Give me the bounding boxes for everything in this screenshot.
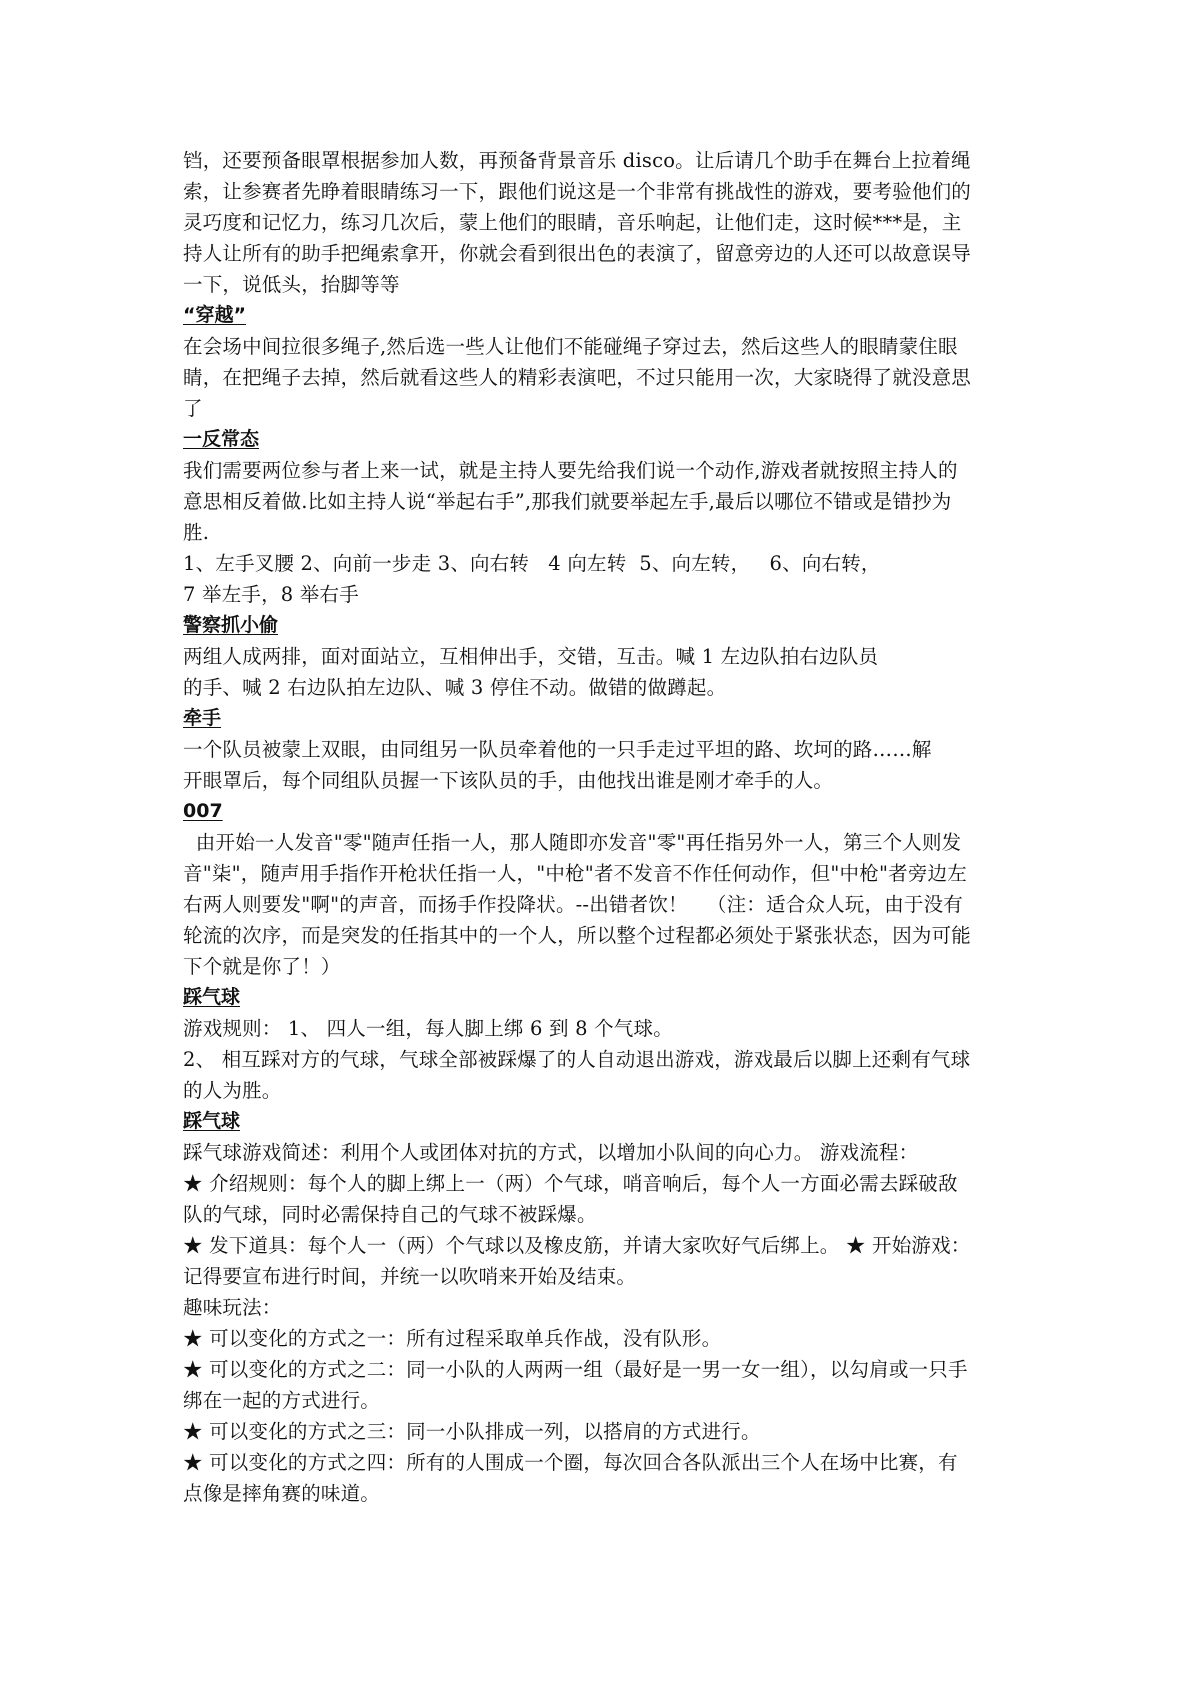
- section-caiqiqiu-1: [183, 982, 1033, 1106]
- text-line: 意思相反着做.比如主持人说“举起右手”,那我们就要举起左手,最后以哪位不错或是错抄为: [183, 490, 952, 513]
- text-line: 在会场中间拉很多绳子,然后选一些人让他们不能碰绳子穿过去，然后这些人的眼睛蒙住眼: [183, 335, 958, 358]
- section-jingchazhuaxiaotou: [183, 610, 1033, 703]
- section-title: 牵手: [183, 707, 222, 729]
- text-line: 7 举左手，8 举右手: [183, 583, 359, 606]
- text-line: 一下，说低头，抬脚等等: [183, 273, 400, 296]
- section-007: [183, 796, 1033, 982]
- text-line: 游戏规则： 1、 四人一组，每人脚上绑 6 到 8 个气球。: [183, 1017, 673, 1040]
- section-title: 警察抓小偷: [183, 614, 279, 636]
- text-line: ★ 可以变化的方式之一：所有过程采取单兵作战，没有队形。: [183, 1327, 722, 1350]
- section-heading: [183, 300, 1033, 331]
- text-line: 下个就是你了！）: [183, 955, 341, 978]
- text-line: 轮流的次序，而是突发的任指其中的一个人，所以整个过程都必须处于紧张状态，因为可能: [183, 924, 972, 947]
- section-title: 一反常态: [183, 428, 260, 450]
- section-heading: [183, 1106, 1033, 1137]
- text-line: 队的气球，同时必需保持自己的气球不被踩爆。: [183, 1203, 597, 1226]
- section-title: 踩气球: [183, 986, 241, 1008]
- section-title: 踩气球: [183, 1110, 241, 1132]
- section-qianshou: [183, 703, 1033, 796]
- section-yifanchangtai: [183, 424, 1033, 610]
- text-line: 趣味玩法：: [183, 1296, 282, 1319]
- text-line: 我们需要两位参与者上来一试，就是主持人要先给我们说一个动作,游戏者就按照主持人的: [183, 459, 958, 482]
- text-line: 灵巧度和记忆力，练习几次后，蒙上他们的眼睛，音乐响起，让他们走，这时候***是，主: [183, 211, 962, 234]
- section-heading: [183, 982, 1033, 1013]
- text-line: 绑在一起的方式进行。: [183, 1389, 381, 1412]
- text-line: 胜.: [183, 521, 210, 544]
- text-line: 由开始一人发音"零"随声任指一人，那人随即亦发音"零"再任指另外一人，第三个人则发: [183, 831, 962, 854]
- text-line: 右两人则要发"啊"的声音，而扬手作投降状。--出错者饮！ （注：适合众人玩，由于没有: [183, 893, 964, 916]
- section-heading: [183, 610, 1033, 641]
- text-line: ★ 可以变化的方式之三：同一小队排成一列，以搭肩的方式进行。: [183, 1420, 761, 1443]
- text-line: ★ 可以变化的方式之二：同一小队的人两两一组（最好是一男一女一组），以勾肩或一只手: [183, 1358, 968, 1381]
- document-page: [183, 145, 1033, 1509]
- text-line: 开眼罩后，每个同组队员握一下该队员的手，由他找出谁是刚才牵手的人。: [183, 769, 834, 792]
- section-chuanyue: [183, 300, 1033, 424]
- text-line: 的手、喊 2 右边队拍左边队、喊 3 停住不动。做错的做蹲起。: [183, 676, 727, 699]
- text-line: 铛，还要预备眼罩根据参加人数，再预备背景音乐 disco。让后请几个助手在舞台上拉着绳: [183, 149, 971, 172]
- text-line: 2、 相互踩对方的气球，气球全部被踩爆了的人自动退出游戏，游戏最后以脚上还剩有气球: [183, 1048, 971, 1071]
- section-title: “穿越”: [183, 304, 246, 326]
- text-line: ★ 发下道具：每个人一（两）个气球以及橡皮筋，并请大家吹好气后绑上。 ★ 开始游戏：: [183, 1234, 971, 1257]
- text-line: 睛，在把绳子去掉，然后就看这些人的精彩表演吧，不过只能用一次，大家晓得了就没意思: [183, 366, 972, 389]
- text-line: 一个队员被蒙上双眼，由同组另一队员牵着他的一只手走过平坦的路、坎坷的路……解: [183, 738, 932, 761]
- text-line: 点像是摔角赛的味道。: [183, 1482, 381, 1505]
- text-line: 1、左手叉腰 2、向前一步走 3、向右转 4 向左转 5、向左转， 6、向右转，: [183, 552, 881, 575]
- text-line: 索，让参赛者先睁着眼睛练习一下，跟他们说这是一个非常有挑战性的游戏，要考验他们的: [183, 180, 972, 203]
- section-title: 007: [183, 800, 223, 822]
- text-line: 音"柒"，随声用手指作开枪状任指一人，"中枪"者不发音不作任何动作，但"中枪"者旁边左: [183, 862, 967, 885]
- text-line: 两组人成两排，面对面站立，互相伸出手，交错，互击。喊 1 左边队拍右边队员: [183, 645, 879, 668]
- section-heading: [183, 424, 1033, 455]
- section-caiqiqiu-2: [183, 1106, 1033, 1509]
- text-line: 记得要宣布进行时间，并统一以吹哨来开始及结束。: [183, 1265, 637, 1288]
- text-line: 踩气球游戏简述：利用个人或团体对抗的方式，以增加小队间的向心力。 游戏流程：: [183, 1141, 919, 1164]
- text-line: ★ 可以变化的方式之四：所有的人围成一个圈，每次回合各队派出三个人在场中比赛，有: [183, 1451, 958, 1474]
- text-line: 持人让所有的助手把绳索拿开，你就会看到很出色的表演了，留意旁边的人还可以故意误导: [183, 242, 972, 265]
- section-heading: [183, 796, 1033, 827]
- text-line: 的人为胜。: [183, 1079, 282, 1102]
- text-line: ★ 介绍规则：每个人的脚上绑上一（两）个气球，哨音响后，每个人一方面必需去踩破敌: [183, 1172, 958, 1195]
- section-heading: [183, 703, 1033, 734]
- intro-paragraph: [183, 145, 1033, 300]
- text-line: 了: [183, 397, 203, 420]
